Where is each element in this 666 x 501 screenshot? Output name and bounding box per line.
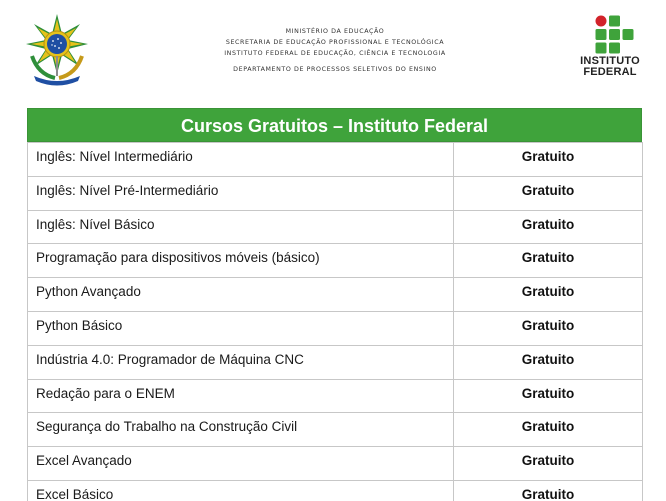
course-name-cell: Segurança do Trabalho na Construção Civil <box>28 413 454 447</box>
course-name-cell: Python Avançado <box>28 278 454 312</box>
table-row <box>28 311 643 345</box>
table-row <box>28 244 643 278</box>
price-cell: Gratuito <box>454 379 643 413</box>
table-row <box>28 345 643 379</box>
course-name-cell: Programação para dispositivos móveis (básico) <box>28 244 454 278</box>
price-cell: Gratuito <box>454 210 643 244</box>
price-cell: Gratuito <box>454 413 643 447</box>
letterhead <box>0 0 666 100</box>
table-row <box>28 176 643 210</box>
course-name-cell: Python Básico <box>28 311 454 345</box>
price-cell: Gratuito <box>454 176 643 210</box>
brazil-coat-of-arms-icon <box>22 12 92 86</box>
table-row <box>28 447 643 481</box>
ministry-line: MINISTÉRIO DA EDUCAÇÃO <box>285 28 385 35</box>
table-title: Cursos Gratuitos – Instituto Federal <box>27 108 642 142</box>
table-row <box>28 143 643 177</box>
table-row <box>28 379 643 413</box>
course-name-cell: Excel Básico <box>28 480 454 501</box>
ministry-line: INSTITUTO FEDERAL DE EDUCAÇÃO, CIÊNCIA E TECNOLOGIA <box>224 50 446 57</box>
price-cell: Gratuito <box>454 244 643 278</box>
price-cell: Gratuito <box>454 311 643 345</box>
price-cell: Gratuito <box>454 447 643 481</box>
ministry-line: SECRETARIA DE EDUCAÇÃO PROFISSIONAL E TECNOLÓGICA <box>225 39 445 46</box>
instituto-federal-logo-text: INSTITUTO FEDERAL <box>580 55 640 78</box>
table-row <box>28 413 643 447</box>
price-cell: Gratuito <box>454 278 643 312</box>
course-name-cell: Excel Avançado <box>28 447 454 481</box>
course-name-cell: Inglês: Nível Intermediário <box>28 143 454 177</box>
course-name-cell: Inglês: Nível Básico <box>28 210 454 244</box>
price-cell: Gratuito <box>454 480 643 501</box>
department-line: DEPARTAMENTO DE PROCESSOS SELETIVOS DO ENSINO <box>233 66 437 73</box>
ministry-heading <box>180 26 490 75</box>
price-cell: Gratuito <box>454 143 643 177</box>
course-name-cell: Redação para o ENEM <box>28 379 454 413</box>
courses-table <box>27 108 642 501</box>
table-row <box>28 278 643 312</box>
table-row <box>28 210 643 244</box>
courses-table-body <box>27 142 643 501</box>
course-name-cell: Indústria 4.0: Programador de Máquina CNC <box>28 345 454 379</box>
price-cell: Gratuito <box>454 345 643 379</box>
table-row <box>28 480 643 501</box>
course-name-cell: Inglês: Nível Pré-Intermediário <box>28 176 454 210</box>
